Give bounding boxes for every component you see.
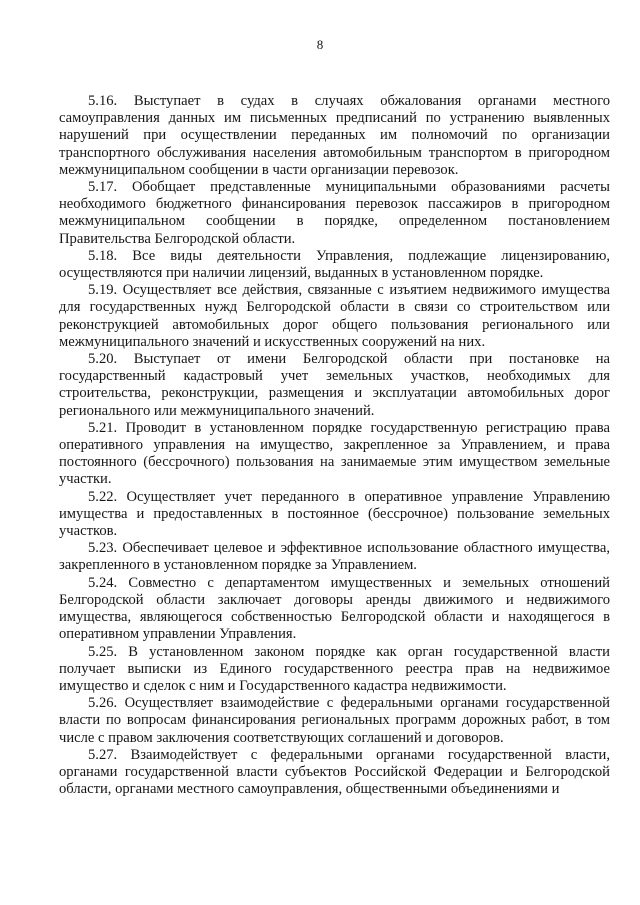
- document-body: [59, 93, 610, 798]
- paragraph-5-22: 5.22. Осуществляет учет переданного в оперативное управление Управлению имущества и предоставленных в постоянное (бессрочное) пользование земельных участков.: [59, 488, 610, 540]
- paragraph-5-21: 5.21. Проводит в установленном порядке государственную регистрацию права оперативного управления на имущество, закрепленное за Управлением, и права постоянного (бессрочного) пользования на занимаемые этим имуществом земельные участки.: [59, 419, 610, 488]
- paragraph-5-19: 5.19. Осуществляет все действия, связанные с изъятием недвижимого имущества для государственных нужд Белгородской области в связи со строительством или реконструкцией автомобильных дорог общего пользования регионального или межмуниципального значений и искусственных сооружений на них.: [59, 282, 610, 350]
- paragraph-5-20: 5.20. Выступает от имени Белгородской области при постановке на государственный кадастровый учет земельных участков, необходимых для строительства, реконструкции, размещения и эксплуатации автомобильных дорог регионального или межмуниципального значений.: [59, 351, 610, 419]
- paragraph-5-27: 5.27. Взаимодействует с федеральными органами государственной власти, органами государственной власти субъектов Российской Федерации и Белгородской области, органами местного самоуправления, общественными объединениями и: [59, 746, 610, 798]
- paragraph-5-16: 5.16. Выступает в судах в случаях обжалования органами местного самоуправления данных им письменных предписаний по устранению выявленных нарушений при осуществлении переданных им полномочий по организации транспортного обслуживания населения автомобильным транспортом в пригородном межмуниципальном сообщении в части организации перевозок.: [59, 93, 610, 178]
- paragraph-5-23: 5.23. Обеспечивает целевое и эффективное использование областного имущества, закрепленного в установленном порядке за Управлением.: [59, 540, 610, 574]
- paragraph-5-26: 5.26. Осуществляет взаимодействие с федеральными органами государственной власти по вопросам финансирования региональных программ дорожных работ, в том числе с правом заключения соответствующих соглашений и договоров.: [59, 695, 610, 746]
- paragraph-5-24: 5.24. Совместно с департаментом имущественных и земельных отношений Белгородской области заключает договоры аренды движимого и недвижимого имущества, являющегося собственностью Белгородской области и находящегося в оперативном управлении Управления.: [59, 574, 610, 643]
- paragraph-5-17: 5.17. Обобщает представленные муниципальными образованиями расчеты необходимого бюджетного финансирования перевозок пассажиров в пригородном межмуниципальном сообщении в порядке, определенном постановлением Правительства Белгородской области.: [59, 179, 610, 247]
- page-number: 8: [316, 37, 324, 52]
- paragraph-5-18: 5.18. Все виды деятельности Управления, подлежащие лицензированию, осуществляются при наличии лицензий, выданных в установленном порядке.: [59, 247, 610, 282]
- paragraph-5-25: 5.25. В установленном законом порядке как орган государственной власти получает выписки из Единого государственного реестра прав на недвижимое имущество и сделок с ним и Государственного кадастра недвижимости.: [59, 643, 610, 694]
